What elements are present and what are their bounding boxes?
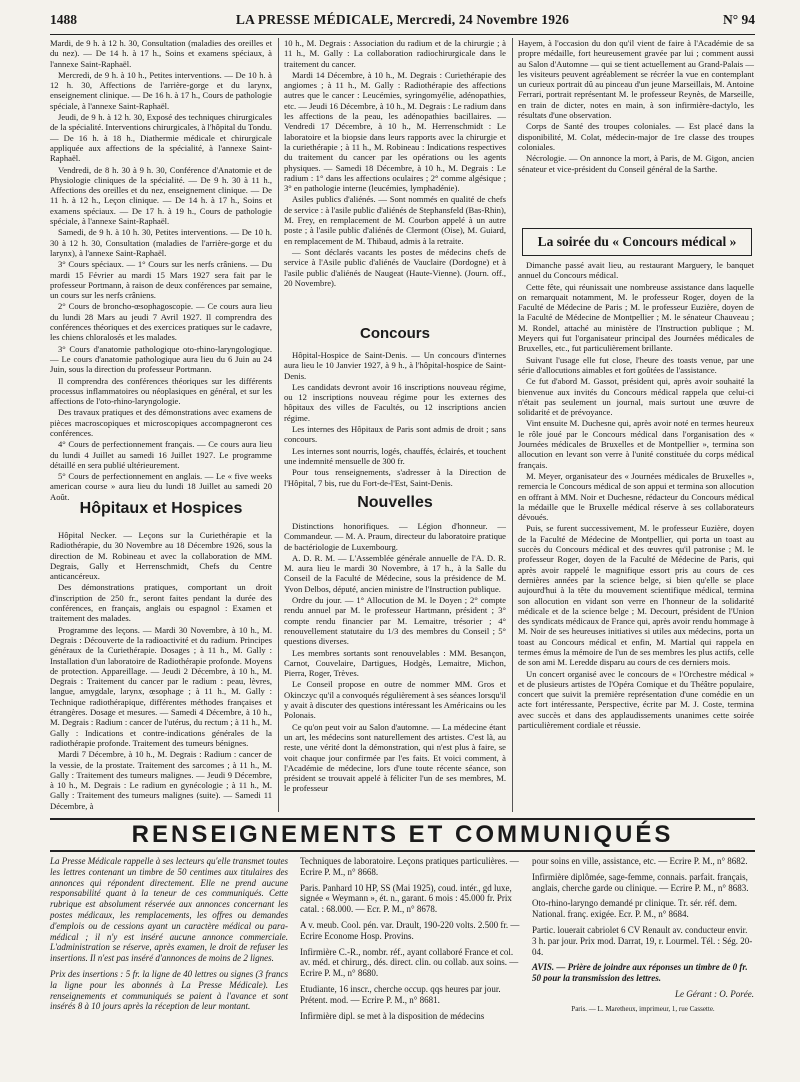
paragraph: A. D. R. M. — L'Assemblée générale annuelle de l'A. D. R. M. aura lieu le mardi 30 Novembre, à 17 h., à la Salle du Conseil de la Faculté de Médecine, sous la présidence de M. Yvon Delbos, député, ancien ministre de l'Instruction publique. xyxy=(284,552,506,594)
paragraph: Vendredi, de 8 h. 30 à 9 h. 30, Conférence d'Anatomie et de Physiologie cliniques de la spécialité. — De 9 h. 30 à 11 h., Affections des oreilles et du nez, enseignement clinique. — De 11 h. à 12 h., Leçon clinique. — De 14 h. à 17 h., Soins et examens spéciaux. — De 17 h. à 19 h., Cours de pathologie spéciale, à l'annexe Saint-Raphaël. xyxy=(50,164,272,227)
paragraph: Les internes sont nourris, logés, chauffés, éclairés, et touchent une indemnité mensuelle de 300 fr. xyxy=(284,445,506,466)
paragraph: Programme des leçons. — Mardi 30 Novembre, à 10 h., M. Degrais : Découverte de la radioactivité et du radium. Principes généraux de la Curiethérapie. Dosages ; à 11 h., M. Gally : Installation d'un laboratoire de Radiothérapie profonde. Moyens de protection. Appareillage. — Jeudi 2 Décembre, à 10 h., M. Degrais : Traitement du cancer par le radium : peau, lèvres, langue, amygdale, larynx, œsophage ; à 11 h., M. Gally : Technique radiothérapique, différentes méthodes françaises et étrangères. Dosage et mesures. — Samedi 4 Décembre, à 10 h., M. Degrais : Radium : cancer de l'utérus, du rectum ; à 11 h., M. Gally : Indications et contre-indications générales de la radiothérapie profonde. Traitement des tumeurs bénignes. xyxy=(50,624,272,748)
ads-notice-column xyxy=(50,856,288,1076)
column-1-top xyxy=(50,38,272,502)
paragraph: 2° Cours de broncho-œsophagoscopie. — Ce cours aura lieu du lundi 28 Mars au jeudi 7 Avril 1927. Il comprendra des conférences théoriques et des exercices pratiques sur le cadavre, les chiens chloralosés et les malades. xyxy=(50,301,272,343)
column-divider xyxy=(512,38,513,812)
section-title-hopitaux: Hôpitaux et Hospices xyxy=(79,500,243,517)
notice-avis: AVIS. — Prière de joindre aux réponses un timbre de 0 fr. 50 pour la transmission des lettres. xyxy=(532,962,748,984)
classified-ad: Infirmière diplômée, sage-femme, connais. parfait. français, anglais, cherche garde ou clinique. — Ecrire P. M., n° 8683. xyxy=(532,871,749,893)
paragraph: 10 h., M. Degrais : Association du radium et de la chirurgie ; à 11 h., M. Gally : La collaboration radiochirurgicale dans le traitement du cancer. xyxy=(284,38,506,69)
notice-paragraph: Prix des insertions : 5 fr. la ligne de 40 lettres ou signes (3 francs la ligne pour les abonnés à La Presse Médicale). Les renseignements et communiqués se paient à l'avance et sont insérés 8 à 10 jours après la réception de leur montant. xyxy=(50,968,288,1012)
paragraph: Les candidats devront avoir 16 inscriptions nouveau régime, ou 12 inscriptions nouveau régime pour les externes des hôpitaux des villes de Facultés, ou 12 inscriptions ancien régime. xyxy=(284,381,506,423)
paragraph: 4° Cours de perfectionnement français. — Ce cours aura lieu du lundi 4 Juillet au samedi 16 Juillet 1927. Le programme détaillé en sera publié ultérieurement. xyxy=(50,439,272,470)
paragraph: Les membres sortants sont renouvelables : MM. Besançon, Carnot, Couvelaire, Dartigues, Hodgès, Lemaitre, Michon, Pierra, Roger, Trèves. xyxy=(284,647,506,679)
paragraph: Pour tous renseignements, s'adresser à la Direction de l'Hôpital, 7 bis, rue du Fort-de-l'Est, Saint-Denis. xyxy=(284,467,506,488)
paragraph: — Sont déclarés vacants les postes de médecins chefs de service à l'Asile public d'aliénés de Vauclaire (Dordogne) et à l'asile public d'aliénés de Naugeat (Haute-Vienne). (Journ. off., 20 Novembre). xyxy=(284,246,506,288)
page-number: 1488 xyxy=(50,12,77,27)
hopitaux-section xyxy=(50,530,272,812)
paragraph: Dimanche passé avait lieu, au restaurant Marguery, le banquet annuel du Concours médical. xyxy=(518,260,754,281)
classified-ad: Techniques de laboratoire. Leçons pratiques particulières. — Ecrire P. M., n° 8668. xyxy=(300,856,519,877)
paragraph: Corps de Santé des troupes coloniales. — Est placé dans la disponibilité, M. Colat, médecin-major de 1re classe des troupes coloniales. xyxy=(518,121,754,152)
paragraph: Puis, se furent successivement, M. le professeur Euzière, doyen de la Faculté de Médecine de Montpellier, qui porta un toast au succès du Concours médical et des œuvres qu'il patronise ; M. le professeur Roger, doyen de la Faculté de Médecine de Paris, qui après avoir rappelé le magnifique essort pris au cours de ces dernières années par la science belge, si bien qu'elle se place aujourd'hui à la tête du mouvement scientifique médical, termina son allocution en vidant son verre en l'honneur de la solidarité médicale et de la science belge ; M. Decourt, président de l'Union des syndicats médicaux de France qui, après avoir rendu hommage à M. Noir de ses heureuses initiatives si utiles aux médecins, porta un toast au Concours médical et enfin, M. Martial qui rappela en termes émus la mémoire de l'un de ses membres les plus actifs, celle de son ami M. Leredde disparu au cours de ces derniers mois. xyxy=(518,523,755,668)
column-divider xyxy=(278,38,279,812)
paragraph: Jeudi, de 9 h. à 12 h. 30, Exposé des techniques chirurgicales de la spécialité. Interventions chirurgicales, à l'hôpital du Tondu. — De 16 h. à 18 h., Diathermie médicale et chirurgicale appliquée aux affections de la spécialité, à l'annexe Saint-Raphaël. xyxy=(50,112,272,164)
column-2-top xyxy=(284,38,506,318)
classified-ad: Infirmière dipl. se met à la disposition de médecins xyxy=(300,1010,485,1021)
paragraph: M. Meyer, organisateur des « Journées médicales de Bruxelles », remercia le Concours médical de son appui et termina son allocution en offrant à MM. Noir et Duchesne, rédacteur du Concours médical la médaille que le Bruxelle médical réserve à ses collaborateurs dévoués. xyxy=(518,470,754,523)
section-title-concours: Concours xyxy=(359,325,430,342)
paragraph: Nécrologie. — On annonce la mort, à Paris, de M. Gigon, ancien sénateur et vice-président du Conseil général de la Sarthe. xyxy=(518,153,754,174)
paragraph: Il comprendra des conférences théoriques sur les différents processus inflammatoires ou néoplasiques en général, et sur les affections de l'oto-rhino-laryngologie. xyxy=(50,375,272,407)
concours-section xyxy=(284,350,506,487)
classified-ad: Infirmière C.-R., nombr. réf., ayant collaboré France et col. av. méd. et chirurg., dés. direct. clin. ou collab. aux soins. — Ecrire P. M., n° 8680. xyxy=(300,946,519,979)
section-title-nouvelles: Nouvelles xyxy=(357,494,433,511)
paragraph: Mardi, de 9 h. à 12 h. 30, Consultation (maladies des oreilles et du nez). — De 14 h. à 17 h., Soins et examens spéciaux, à l'annexe Saint-Raphaël. xyxy=(50,38,272,69)
paragraph: 5° Cours de perfectionnement en anglais. — Le « five weeks american course » aura lieu du lundi 18 Juillet au samedi 20 Août. xyxy=(50,471,272,502)
paragraph: Hayem, à l'occasion du don qu'il vient de faire à l'Académie de sa propre médaille, fort heureusement gravée par lui ; comment aussi au Salon d'Automne — qui se tient actuellement au Grand-Palais — les visiteurs peuvent agréablement se récréer la vue en contemplant un curieux portrait dû au pinceau d'un jeune Marseillais, M. Antoine Ferrari, portrait représentant M. le professeur Reynès, de Marseille, en train de dicter, notes en main, à son infirmière-dactylo, les résultats d'une observation. xyxy=(518,38,754,121)
paragraph: Ce fut d'abord M. Gassot, président qui, après avoir souhaité la bienvenue aux invités du Concours médical rappela que celui-ci n'était pas seulement un journal, mais surtout une œuvre de solidarité et de prévoyance. xyxy=(518,376,754,418)
paragraph: Asiles publics d'aliénés. — Sont nommés en qualité de chefs de service : à l'asile public d'aliénés de Stephansfeld (Bas-Rhin), M. Frey, en remplacement de M. Courbon appelé à un autre poste ; à l'asile public d'aliénés de Clermont (Oise), M. Guiard, en remplacement de M. Thibaud, admis à la retraite. xyxy=(284,194,506,246)
paragraph: Distinctions honorifiques. — Légion d'honneur. — Commandeur. — M. A. Praum, directeur du laboratoire pratique de bactériologie de Luxembourg. xyxy=(284,521,506,552)
paragraph: Ce qu'on peut voir au Salon d'automne. — La médecine étant un art, les médecins sont naturellement des artistes. C'est là, au reste, une vérité dont la démonstration, qui n'est plus à faire, se voit chaque jour confirmée par l'es faits. Et voici comment, à l'Académie de médecine, lors d'une toute récente séance, son président se trouvait appelé à féliciter l'un de ses membres, M. le professeur xyxy=(284,721,506,794)
paragraph: Ordre du jour. — 1° Allocution de M. le Doyen ; 2° compte rendu annuel par M. le professeur Hartmann, président ; 3° compte rendu financier par M. Lemaitre, trésorier ; 4° renouvellement statutaire du 1/3 des membres du Conseil ; 5° questions diverses. xyxy=(284,595,506,647)
classifieds-banner: RENSEIGNEMENTS ET COMMUNIQUÉS xyxy=(50,818,755,852)
paragraph: Samedi, de 9 h. à 10 h. 30, Petites interventions. — De 10 h. 30 à 12 h. 30, Consultation (maladies de l'arrière-gorge et du larynx), à l'annexe Saint-Raphaël. xyxy=(50,227,272,258)
paragraph: 3° Cours spéciaux. — 1° Cours sur les nerfs crâniens. — Du mardi 15 Février au mardi 15 Mars 1927 sera fait par le professeur Portmann, à raison de deux conférences par semaine, un cours sur les nerfs crâniens. xyxy=(50,259,272,301)
gerant-signature: Le Gérant : O. Porée. xyxy=(675,988,754,999)
classified-ad: Partic. louerait cabriolet 6 CV Renault av. conducteur envir. 3 h. par jour. Prix mod. Darrat, 19, r. Lourmel. Tél. : Ség. 20-04. xyxy=(532,924,753,957)
paragraph: 3° Cours d'anatomie pathologique oto-rhino-laryngologique. — Le cours d'anatomie pathologique aura lieu du 6 Juin au 24 Juin, sous la direction du professeur Portmann. xyxy=(50,343,272,375)
nouvelles-section xyxy=(284,521,506,812)
classified-ad: Etudiante, 16 inscr., cherche occup. qqs heures par jour. Prétent. mod. — Ecrire P. M., n° 8681. xyxy=(300,983,501,1005)
paragraph: Le Conseil propose en outre de nommer MM. Gros et Okinczyc qu'il a convoqués régulièrement à ses séances lorsqu'il y avait à discuter des questions intéressant les Américains ou les Polonais. xyxy=(284,679,506,721)
masthead-title: LA PRESSE MÉDICALE, Mercredi, 24 Novembre 1926 xyxy=(235,12,570,27)
ads-column-3 xyxy=(532,856,754,1076)
classified-ad: pour soins en ville, assistance, etc. — Ecrire P. M., n° 8682. xyxy=(532,856,748,866)
issue-number: N° 94 xyxy=(722,12,755,27)
paragraph: Mercredi, de 9 h. à 10 h., Petites interventions. — De 10 h. à 12 h. 30, Affections de l'arrière-gorge et du larynx, enseignement clinique. — De 16 h. à 17 h., Cours de pathologie spéciale, à l'annexe Saint-Raphaël. xyxy=(50,69,272,111)
classified-ad: Oto-rhino-laryngo demandé pr clinique. Tr. sér. réf. dem. National. franç. exigée. Ecr. P. M., n° 8684. xyxy=(532,898,737,920)
section-title-soiree: La soirée du « Concours médical » xyxy=(522,228,752,256)
paragraph: Hôpital Necker. — Leçons sur la Curiethérapie et la Radiothérapie, du 30 Novembre au 18 Décembre 1926, sous la direction de M. Robineau et avec la collaboration de MM. Degrais, Gally et Herrenschmidt, Chefs du Centre anticancéreux. xyxy=(50,530,272,582)
paragraph: Les internes des Hôpitaux de Paris sont admis de droit ; sans concours. xyxy=(284,424,506,445)
classified-ad: A v. meub. Cool. pén. var. Drault, 190-220 volts. 2.500 fr. — Ecrire Econome Hosp. Provins. xyxy=(300,919,520,941)
paragraph: Mardi 7 Décembre, à 10 h., M. Degrais : Radium : cancer de la vessie, de la prostate. Traitement des sarcomes ; à 11 h., M. Gally : Traitement des tumeurs malignes. — Jeudi 9 Décembre, à 10 h., M. Degrais : Le radium en gynécologie ; à 11 h., M. Gally : Traitement des tumeurs malignes (suite). — Samedi 11 Décembre, à xyxy=(50,749,272,811)
paragraph: Des travaux pratiques et des démonstrations avec examens de pièces macroscopiques et microscopiques accompagneront ces conférences. xyxy=(50,407,272,438)
paragraph: Mardi 14 Décembre, à 10 h., M. Degrais : Curiethérapie des angiomes ; à 11 h., M. Gally : Radiothérapie des affections autres que le cancer : Leucémies, syringomyélie, adénopathies, etc. — Jeudi 16 Décembre, à 10 h., M. Degrais : Le radium dans les affections de la peau, les adénopathies bacillaires. — Vendredi 17 Décembre, à 10 h., M. Herrenschmidt : Le laboratoire et la biopsie dans leurs rapports avec la chirurgie et la curiethérapie ; à 11 h., M. Robineau : Indications respectives du traitement du cancer par les opérations ou les agents physiques. — Samedi 18 Décembre, à 10 h., M. Degrais : Le radium : 1° dans les affections oculaires ; 2° comme algésique ; 3° en pathologie interne (leucémies, lymphadénie). xyxy=(284,69,506,194)
notice-paragraph: La Presse Médicale rappelle à ses lecteurs qu'elle transmet toutes les lettres contenant un timbre de 50 centimes aux titulaires des annonces qui répondent directement. Elle ne prend aucune responsabilité quant à la teneur de ces communiqués. Cette rubrique est absolument réservée aux annonces concernant les postes médicaux, les remplacements, les offres ou demandes d'emplois ou de cessions ayant un caractère médical ou para-médical ; il n'y est inséré aucune annonce commerciale. L'administration se réserve, après examen, le droit de refuser les insertions. Il n'est pas inséré d'annonces de moins de 2 lignes. xyxy=(50,856,288,964)
printer-line: Paris. — L. Maretheux, imprimeur, 1, rue Cassette. xyxy=(571,1004,715,1013)
paragraph: Hôpital-Hospice de Saint-Denis. — Un concours d'internes aura lieu le 10 Janvier 1927, à 9 h., à l'hôpital-hospice de Saint-Denis. xyxy=(284,350,506,381)
ads-column-2 xyxy=(300,856,522,1076)
column-3-top xyxy=(518,38,754,223)
paragraph: Cette fête, qui réunissait une nombreuse assistance dans laquelle on remarquait notamment, M. le professeur Roger, doyen de la Faculté de Médecine de Paris ; M. le professeur Euzière, doyen de la Faculté de Médecine de Montpellier ; M. le sénateur Chauveau ; M. Rondel, attaché au ministère de l'Instruction publique ; M. Meyers qui fut l'organisateur principal des Journées médicales de Bruxelles, etc., fut particulièrement brillante. xyxy=(518,281,754,354)
paragraph: Vint ensuite M. Duchesne qui, après avoir noté en termes heureux le rôle joué par le Concours médical dans l'organisation des « Journées médicales de Bruxelles et de Montpellier », termina son allocution en levant son verre à l'unité constituée du corps médical français. xyxy=(518,418,754,470)
paragraph: Des démonstrations pratiques, comportant un droit d'inscription de 250 fr., seront faites pendant la durée des conférences, en français, anglais ou espagnol : Examen et traitement des malades. xyxy=(50,582,272,624)
classified-ad: Paris. Panhard 10 HP, SS (Mai 1925), coud. intér., gd luxe, signée « Weymann », ét. n., garant. 6 mois : 45.000 fr. Prix catal. : 68.000. — Ecr. P. M., n° 8678. xyxy=(300,882,512,915)
soiree-section xyxy=(518,260,754,812)
page-header xyxy=(50,10,755,35)
paragraph: Suivant l'usage elle fut close, l'heure des toasts venue, par une série d'allocutions aimables et fort goûtées de l'assistance. xyxy=(518,354,754,375)
paragraph: Un concert organisé avec le concours de « l'Orchestre médical » et de plusieurs artistes de l'Opéra Comique et du Théâtre populaire, concert que suivit la première représentation d'une comédie en un acte fort intéressante, Perspective, écrite par M. J. Coste, termina avec succès et dans des applaudissements unanimes cette soirée particulièrement cordiale et réussie. xyxy=(518,668,754,731)
